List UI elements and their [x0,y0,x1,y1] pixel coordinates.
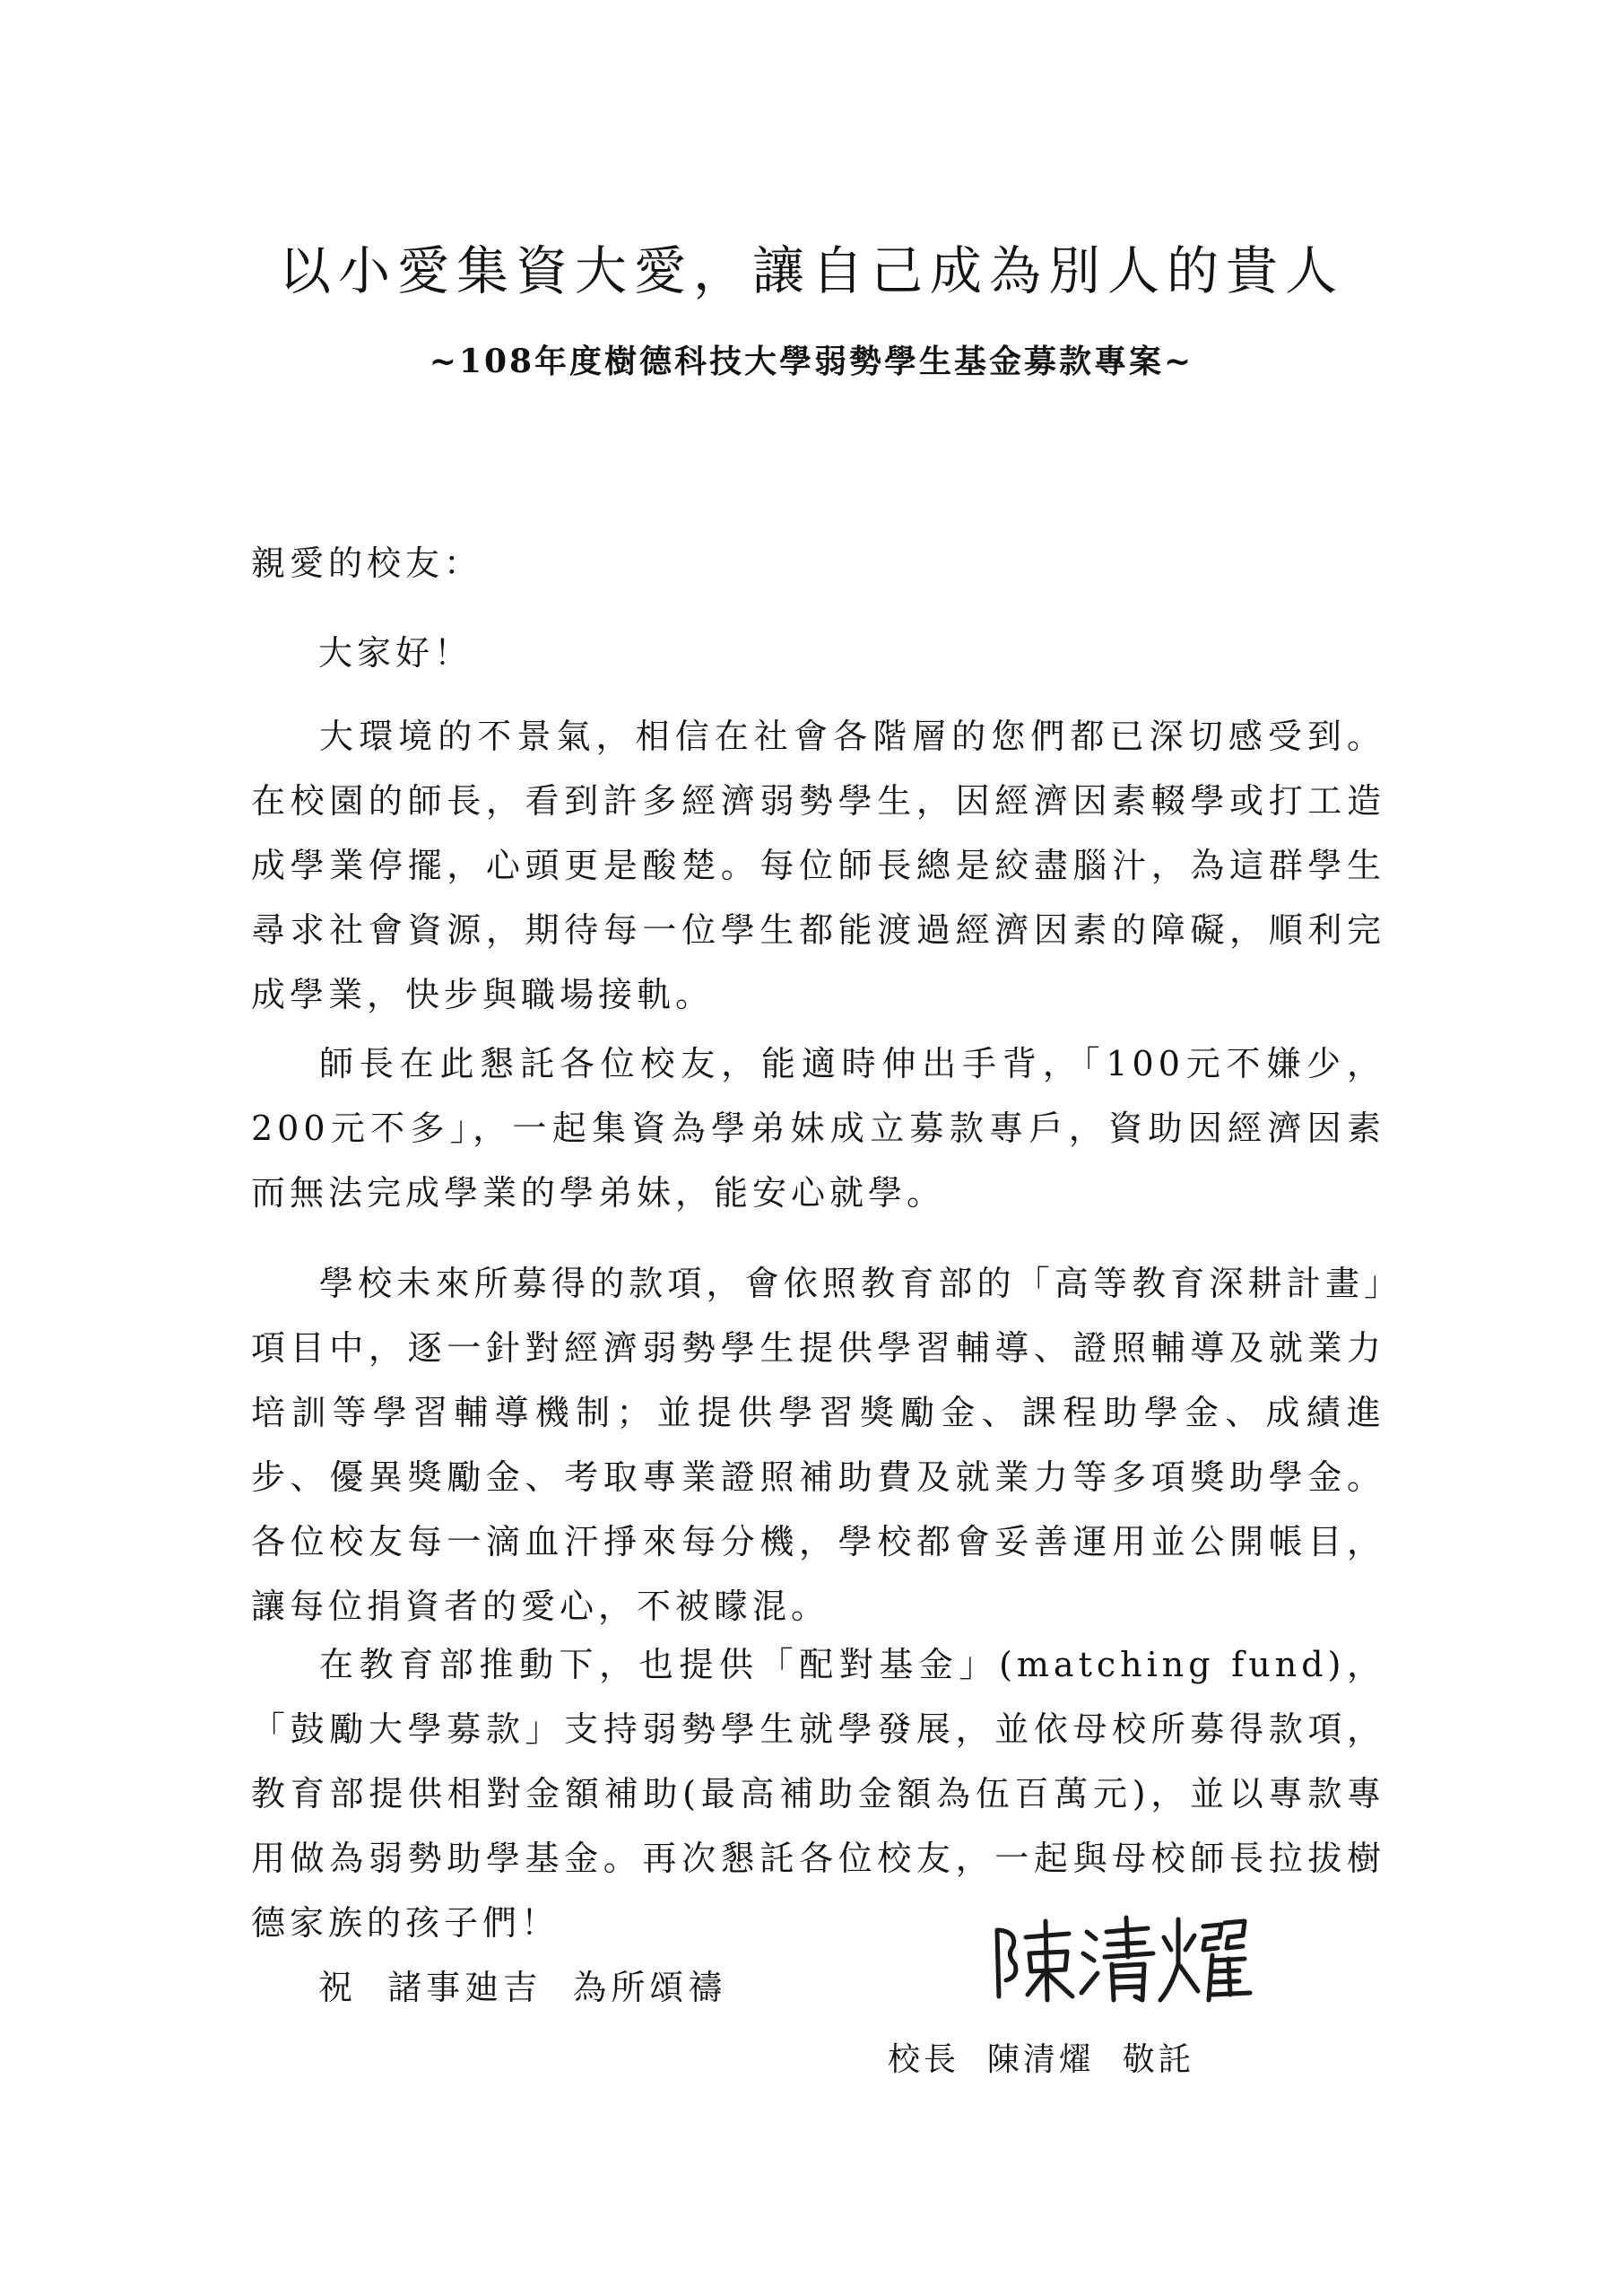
signature-line: 校長 陳清燿 敬託 [888,2041,1194,2078]
closing-blessing: 祝 諸事廸吉 為所頌禱 [318,1968,727,2007]
paragraph-2: 師長在此懇託各位校友，能適時伸出手背，「100元不嫌少，200元不多」，一起集資為學弟妹成立募款專戶，資助因經濟因素而無法完成學業的學弟妹，能安心就學。 [251,1044,1385,1213]
paragraph-1: 大環境的不景氣，相信在社會各階層的您們都已深切感受到。在校園的師長，看到許多經濟弱勢學生，因經濟因素輟學或打工造成學業停擺，心頭更是酸楚。每位師長總是絞盡腦汁，為這群學生尋求社會資源，期待每一位學生都能渡過經濟因素的障礙，順利完成學業，快步與職場接軌。 [251,717,1385,1014]
letter-title: 以小愛集資大愛，讓自己成為別人的貴人 [278,240,1344,301]
greeting: 大家好！ [318,633,473,673]
paragraph-4: 在教育部推動下，也提供「配對基金」(matching fund)，「鼓勵大學募款」支持弱勢學生就學發展，並依母校所募得款項，教育部提供相對金額補助(最高補助金額為伍百萬元)，並以專款專用做為弱勢助學基金。再次懇託各位校友，一起與母校師長拉拔樹德家族的孩子們！ [251,1645,1385,1943]
paragraph-3: 學校未來所募得的款項，會依照教育部的「高等教育深耕計畫」項目中，逐一針對經濟弱勢學生提供學習輔導、證照輔導及就業力培訓等學習輔導機制；並提供學習獎勵金、課程助學金、成績進步、優異獎勵金、考取專業證照補助費及就業力等多項獎助學金。各位校友每一滴血汗掙來每分機，學校都會妥善運用並公開帳目，讓每位捐資者的愛心，不被矇混。 [251,1264,1385,1626]
handwritten-signature [986,1910,1255,2009]
letter-subtitle: ~108年度樹德科技大學弱勢學生基金募款專案~ [429,343,1194,380]
salutation: 親愛的校友： [251,544,483,583]
